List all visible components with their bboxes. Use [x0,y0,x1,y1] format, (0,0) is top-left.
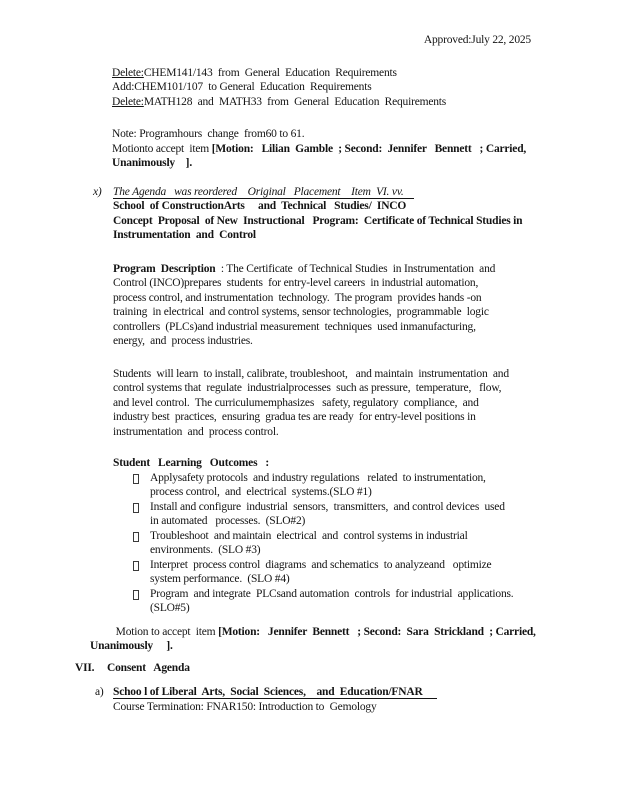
program-description [113,262,618,349]
bullet-square-icon [133,561,139,571]
text-run: instrumentation and process control. [113,425,279,438]
bullet-square-icon [133,590,139,600]
bullet-square-icon [133,503,139,513]
text-line [113,529,618,544]
text-run: system performance. (SLO #4) [150,573,290,585]
text-run: Program Description [113,262,221,275]
text-line [112,80,618,95]
text-run: Instrumentation and Control [113,229,256,241]
text-run: Troubleshoot and maintain electrical and control systems in industrial [150,529,468,542]
agenda-item-a [95,685,618,714]
bullet-square-icon [133,532,139,542]
text-line [113,625,618,640]
text-run: Student Learning Outcomes : [113,457,270,469]
text-line [113,367,618,382]
text-line [113,185,618,200]
consent-agenda-heading-marker: VII. [75,661,95,674]
text-run: Concept Proposal of New Instructional Program: Certificate of Technical Studies in [113,214,523,227]
slo-list [113,471,618,616]
text-run: Motionto accept item [112,142,212,155]
text-run: control systems that regulate industrialprocesses such as pressure, temperature, flow, [113,382,502,394]
consent-agenda-heading [75,661,618,676]
text-line [107,661,618,676]
text-line [113,587,618,602]
text-line [113,410,618,425]
text-line [112,127,618,142]
text-run: [Motion: Lilian Gamble ; Second: Jennifer Bennett ; Carried, [211,142,527,155]
text-run: Students will learn to install, calibrate, troubleshoot, and maintain instrumentation and [113,367,509,380]
text-run: School of ConstructionArts and Technical Studies/ INCO [113,200,407,212]
text-line [112,95,618,110]
text-run: controllers (PLCs)and industrial measurement techniques used inmanufacturing, [113,320,476,333]
text-run: Delete: [112,95,144,108]
text-line [0,33,531,48]
note-and-motion-1 [112,127,618,171]
text-line [113,543,618,558]
students-paragraph [113,367,618,440]
text-line [113,214,618,229]
text-run: Consent Agenda [107,661,190,674]
text-line [113,199,618,214]
text-run: Program and integrate PLCsand automation controls for industrial applications. [150,587,514,600]
text-run: Course Termination: FNAR150: Introduction to Gemology [113,700,377,713]
text-run: and level control. The curriculumemphasizes safety, regulatory compliance, and [113,396,479,409]
motion-2 [90,625,618,654]
text-line [113,291,618,306]
text-line [113,700,618,715]
text-line [113,425,618,440]
text-run: Schoo l of Liberal Arts, Social Sciences, and Education/FNAR [113,686,437,699]
text-run: Unanimously ]. [112,157,192,169]
text-run: Control (INCO)prepares students for entry-level careers in industrial automation, [113,277,479,289]
agenda-item-x [93,185,618,243]
text-run: process control, and instrumentation technology. The program provides hands -on [113,291,482,304]
text-line [113,276,618,291]
text-line [113,514,618,529]
text-run: MATH128 and MATH33 from General Education Requirements [143,95,447,108]
gen-ed-changes [112,66,618,110]
text-run: Unanimously ]. [90,640,173,652]
text-line [90,639,618,654]
text-run: (SLO#5) [150,602,190,614]
text-run: Approved:July 22, 2025 [423,34,531,46]
text-run: [Motion: Jennifer Bennett ; Second: Sara Strickland ; Carried, [218,625,536,638]
text-line [112,156,618,171]
text-line [113,305,618,320]
text-line [113,334,618,349]
text-run: The Agenda was reordered Original Placement Item VI. vv. [113,186,414,199]
agenda-item-a-marker: a) [95,686,104,698]
text-line [113,558,618,573]
text-line [113,396,618,411]
text-line [113,485,618,500]
text-line [113,228,618,243]
slo-heading [113,456,618,471]
text-line [113,456,618,471]
text-line [113,262,618,277]
text-line [113,572,618,587]
text-line [113,471,618,486]
approved-date-line [0,33,531,48]
text-run: Add:CHEM101/107 to General Education Requirements [112,81,372,93]
text-run: industry best practices, ensuring gradua tes are ready for entry-level positions in [113,411,476,423]
text-line [112,142,618,157]
text-line [113,381,618,396]
text-run: Delete: [112,66,144,79]
text-line [113,685,618,700]
text-run: training in electrical and control systems, sensor technologies, programmable logic [113,306,489,318]
text-line [113,320,618,335]
text-run: energy, and process industries. [113,335,253,347]
text-line [113,500,618,515]
text-run: Interpret process control diagrams and schematics to analyzeand optimize [150,558,492,571]
text-line [113,601,618,616]
text-run: Applysafety protocols and industry regulations related to instrumentation, [150,471,486,484]
text-run: CHEM141/143 from General Education Requirements [143,66,397,79]
text-run: : The Certificate of Technical Studies in Instrumentation and [220,262,496,275]
text-run: in automated processes. (SLO#2) [150,515,306,527]
text-run: Install and configure industrial sensors, transmitters, and control devices used [150,500,505,513]
agenda-item-x-marker: x) [93,185,102,198]
text-run: process control, and electrical systems.(SLO #1) [150,486,372,498]
text-line [112,66,618,81]
text-run: Motion to accept item [113,625,219,638]
text-run: Note: Programhours change from60 to 61. [112,128,305,140]
bullet-square-icon [133,474,139,484]
text-run: environments. (SLO #3) [150,544,261,556]
